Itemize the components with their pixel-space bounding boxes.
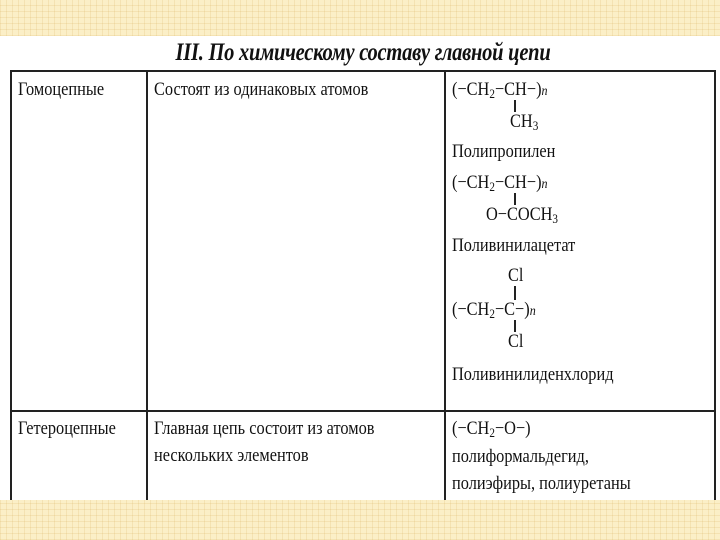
pvdc-top-substituent: Cl bbox=[508, 265, 524, 286]
row-divider bbox=[12, 410, 714, 412]
document-page bbox=[8, 36, 718, 500]
column-divider-2 bbox=[444, 72, 446, 500]
polypropylene-name: Полипропилен bbox=[452, 141, 556, 162]
polyformaldehyde-name: полиформальдегид, bbox=[452, 446, 589, 467]
polyformaldehyde-formula: $(-CH_2-O-)$ bbox=[452, 418, 531, 440]
pvdc-name: Поливинилиденхлорид bbox=[452, 364, 614, 385]
polyvinylacetate-formula: $(-CH_2-CH-)n$ bbox=[452, 172, 548, 194]
decorative-top-band bbox=[0, 0, 720, 36]
row-heterochain-description-line2: нескольких элементов bbox=[154, 445, 309, 466]
pvdc-bottom-substituent: Cl bbox=[508, 331, 524, 352]
polypropylene-formula: $(-CH_2-CH-)n$ bbox=[452, 79, 548, 101]
polypropylene-branch: $CH_3$ bbox=[510, 111, 539, 133]
row-homochain-type: Гомоцепные bbox=[18, 79, 105, 100]
page-title: III. По химическому составу главной цепи bbox=[175, 39, 551, 66]
pvdc-formula: $(-CH_2-C-)n$ bbox=[452, 299, 536, 321]
row-heterochain-type: Гетероцепные bbox=[18, 418, 116, 439]
heterochain-other-examples: полиэфиры, полиуретаны bbox=[452, 473, 631, 494]
polyvinylacetate-name: Поливинилацетат bbox=[452, 235, 576, 256]
column-divider-1 bbox=[146, 72, 148, 500]
row-homochain-description: Состоят из одинаковых атомов bbox=[154, 79, 369, 100]
row-heterochain-description-line1: Главная цепь состоит из атомов bbox=[154, 418, 375, 439]
classification-table bbox=[10, 70, 716, 500]
polyvinylacetate-branch: $O-COCH_3$ bbox=[486, 204, 559, 226]
decorative-bottom-band bbox=[0, 500, 720, 540]
